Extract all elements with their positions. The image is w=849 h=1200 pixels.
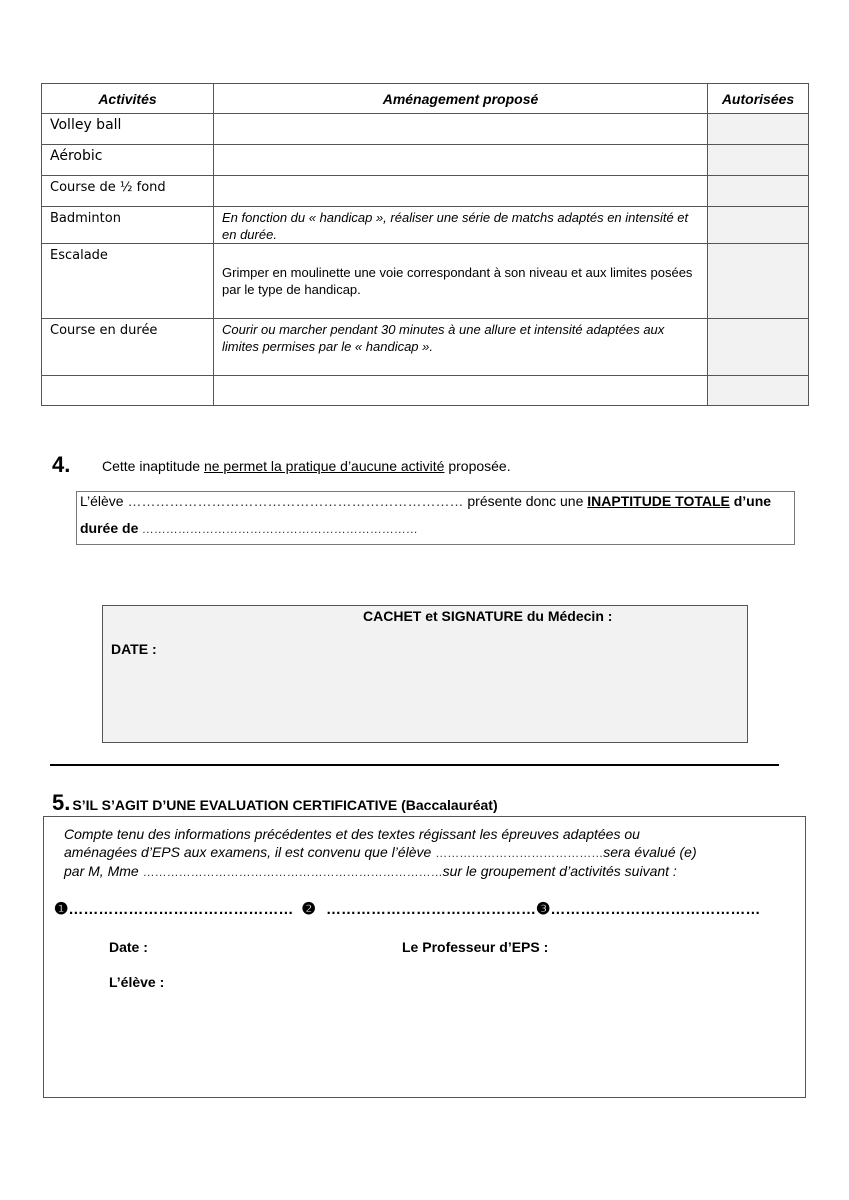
certification-line1: Compte tenu des informations précédentes et des textes régissant les épreuves adaptées ou xyxy=(64,826,640,842)
group2-field[interactable]: …………………………………… xyxy=(326,901,537,918)
arrangement-cell[interactable] xyxy=(214,145,708,176)
authorized-cell[interactable] xyxy=(708,376,809,406)
table-row xyxy=(42,319,809,376)
date-label: Date : xyxy=(109,939,148,955)
table-row xyxy=(42,376,809,406)
arrangement-cell[interactable]: Grimper en moulinette une voie correspondant à son niveau et aux limites posées par le type de handicap. xyxy=(214,244,708,319)
header-activities: Activités xyxy=(42,84,214,114)
table-row xyxy=(42,244,809,319)
activity-cell: Course en durée xyxy=(42,319,214,376)
authorized-cell[interactable] xyxy=(708,207,809,244)
section4-text-before: Cette inaptitude xyxy=(102,458,204,474)
table-row xyxy=(42,207,809,244)
certification-line2 xyxy=(64,843,794,862)
total-inaptitude-line2 xyxy=(80,520,418,536)
section4-text-after: proposée. xyxy=(444,458,511,474)
header-authorized: Autorisées xyxy=(708,84,809,114)
table-row xyxy=(42,145,809,176)
arrangement-cell[interactable]: En fonction du « handicap », réaliser une série de matchs adaptés en intensité et en durée. xyxy=(214,207,708,244)
activity-cell: Badminton xyxy=(42,207,214,244)
arrangement-cell[interactable] xyxy=(214,114,708,145)
total-inaptitude-box xyxy=(76,491,795,545)
table-row xyxy=(42,114,809,145)
group1-number: ❶ xyxy=(54,901,69,918)
header-arrangement: Aménagement proposé xyxy=(214,84,708,114)
section-divider xyxy=(50,764,779,766)
activity-cell: Course de ½ fond xyxy=(42,176,214,207)
certification-paragraph xyxy=(64,825,794,881)
professor-label: Le Professeur d’EPS : xyxy=(402,939,549,955)
activity-cell: Escalade xyxy=(42,244,214,319)
arrangement-cell[interactable] xyxy=(214,176,708,207)
student-label: L’élève : xyxy=(109,974,165,990)
group3-number: ❸ xyxy=(536,901,551,918)
authorized-cell[interactable] xyxy=(708,319,809,376)
duration-text-b: durée de xyxy=(80,520,139,536)
duration-text-a: d’une xyxy=(729,493,772,509)
section5-heading xyxy=(52,790,498,816)
authorized-cell[interactable] xyxy=(708,176,809,207)
student-name-field[interactable]: …………………………………… xyxy=(435,846,604,860)
certification-line2-text: aménagées d’EPS aux examens, il est convenu que l’élève xyxy=(64,844,436,860)
section4-text-underlined: ne permet la pratique d’aucune activité xyxy=(203,458,445,474)
doctor-signature-box[interactable] xyxy=(102,605,748,743)
arrangement-cell[interactable] xyxy=(214,376,708,406)
activity-cell: Aérobic xyxy=(42,145,214,176)
authorized-cell[interactable] xyxy=(708,244,809,319)
doctor-date-label: DATE : xyxy=(111,641,157,657)
group1-field[interactable]: ……………………………………… xyxy=(68,901,294,918)
doctor-signature-title: CACHET et SIGNATURE du Médecin : xyxy=(363,608,613,624)
certification-line3-end: sur le groupement d’activités suivant : xyxy=(442,863,677,879)
certification-line3 xyxy=(64,862,794,881)
certification-line2-end: sera évalué (e) xyxy=(603,844,697,860)
section4-number: 4. xyxy=(52,452,71,477)
activity-cell[interactable] xyxy=(42,376,214,406)
table-row xyxy=(42,176,809,207)
authorized-cell[interactable] xyxy=(708,114,809,145)
section5-number: 5. xyxy=(52,790,71,815)
group2-number: ❷ xyxy=(301,901,316,918)
group3-field[interactable]: …………………………………… xyxy=(550,901,761,918)
middle-text: présente donc une xyxy=(463,493,588,509)
activity-cell: Volley ball xyxy=(42,114,214,145)
activities-table xyxy=(41,83,809,406)
section5-title: S’IL S’AGIT D’UNE EVALUATION CERTIFICATIVE (Baccalauréat) xyxy=(72,797,498,813)
section4-statement xyxy=(102,458,511,474)
student-prefix: L’élève xyxy=(80,493,128,509)
total-inaptitude-line1 xyxy=(80,493,771,509)
duration-field[interactable]: …………………………………………………………… xyxy=(138,522,418,536)
certification-line3-text: par M, Mme xyxy=(64,863,143,879)
student-name-field[interactable]: ……………………………………………………………… xyxy=(127,493,464,509)
certification-box xyxy=(43,816,806,1098)
teacher-name-field[interactable]: ………………………………………………………………… xyxy=(142,865,443,879)
total-inaptitude-label: INAPTITUDE TOTALE xyxy=(587,493,730,509)
table-header-row xyxy=(42,84,809,114)
arrangement-cell[interactable]: Courir ou marcher pendant 30 minutes à une allure et intensité adaptées aux limites permises par le « handicap ». xyxy=(214,319,708,376)
authorized-cell[interactable] xyxy=(708,145,809,176)
activity-groups xyxy=(54,899,760,919)
